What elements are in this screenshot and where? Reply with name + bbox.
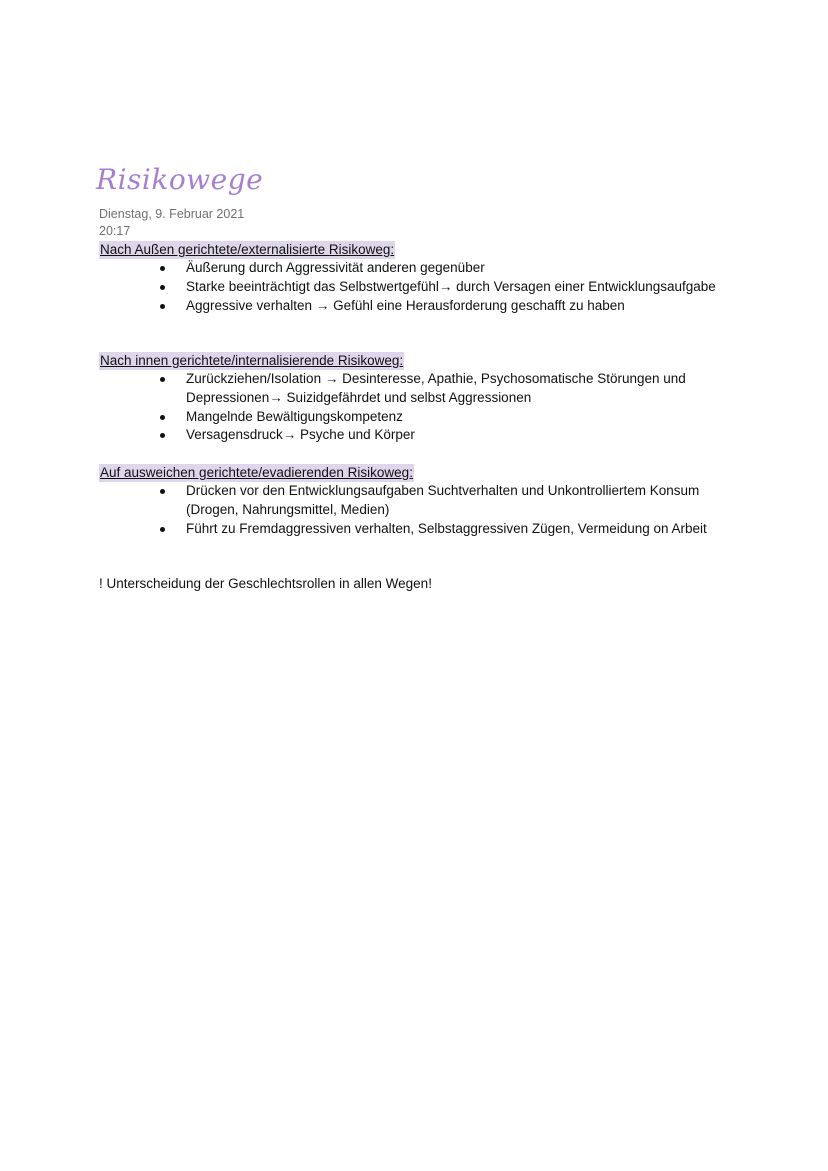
list-item-text: Aggressive verhalten → Gefühl eine Herausforderung geschafft zu haben	[186, 297, 625, 313]
bullet-list	[99, 259, 739, 315]
closing-note: ! Unterscheidung der Geschlechtsrollen in allen Wegen!	[99, 576, 432, 591]
bullet-icon	[160, 415, 165, 420]
list-item-text: Äußerung durch Aggressivität anderen gegenüber	[186, 260, 485, 275]
bullet-icon	[160, 304, 165, 309]
list-item-text: Mangelnde Bewältigungskompetenz	[186, 408, 403, 424]
list-item	[99, 482, 739, 520]
list-item-text: Führt zu Fremdaggressiven verhalten, Selbstaggressiven Zügen, Vermeidung on Arbeit	[186, 520, 707, 536]
list-item	[99, 370, 739, 408]
bullet-icon	[160, 377, 165, 382]
section-evadierend	[99, 464, 739, 538]
section-heading: Auf ausweichen gerichtete/evadierenden Risikoweg:	[100, 465, 413, 480]
section-heading: Nach innen gerichtete/internalisierende Risikoweg:	[100, 353, 404, 368]
list-item-text: Drücken vor den Entwicklungsaufgaben Suchtverhalten und Unkontrolliertem Konsum (Drogen, Nahrungsmittel, Medien)	[186, 483, 700, 517]
bullet-icon	[160, 489, 165, 494]
section-internalisiert	[99, 352, 739, 445]
list-item	[99, 520, 739, 539]
note-date: Dienstag, 9. Februar 2021	[99, 207, 245, 221]
bullet-list	[99, 482, 739, 538]
bullet-icon	[160, 285, 165, 290]
list-item-text: Versagensdruck→ Psyche und Körper	[186, 427, 415, 443]
bullet-icon	[160, 433, 165, 438]
list-item	[99, 278, 739, 297]
note-time: 20:17	[99, 224, 131, 238]
section-heading: Nach Außen gerichtete/externalisierte Risikoweg:	[100, 242, 395, 257]
bullet-list	[99, 370, 739, 445]
bullet-icon	[160, 266, 165, 271]
list-item-text: Starke beeinträchtigt das Selbstwertgefühl→ durch Versagen einer Entwicklungsaufgabe	[186, 278, 716, 294]
list-item	[99, 297, 739, 316]
bullet-icon	[160, 527, 165, 532]
page-title: Risikowege	[96, 163, 264, 196]
section-externalisiert	[99, 241, 739, 315]
list-item	[99, 426, 739, 445]
list-item	[99, 259, 739, 278]
list-item-text: Zurückziehen/Isolation → Desinteresse, Apathie, Psychosomatische Störungen und Depressionen→ Suizidgefährdet und selbst Aggressionen	[186, 371, 686, 405]
list-item	[99, 408, 739, 427]
